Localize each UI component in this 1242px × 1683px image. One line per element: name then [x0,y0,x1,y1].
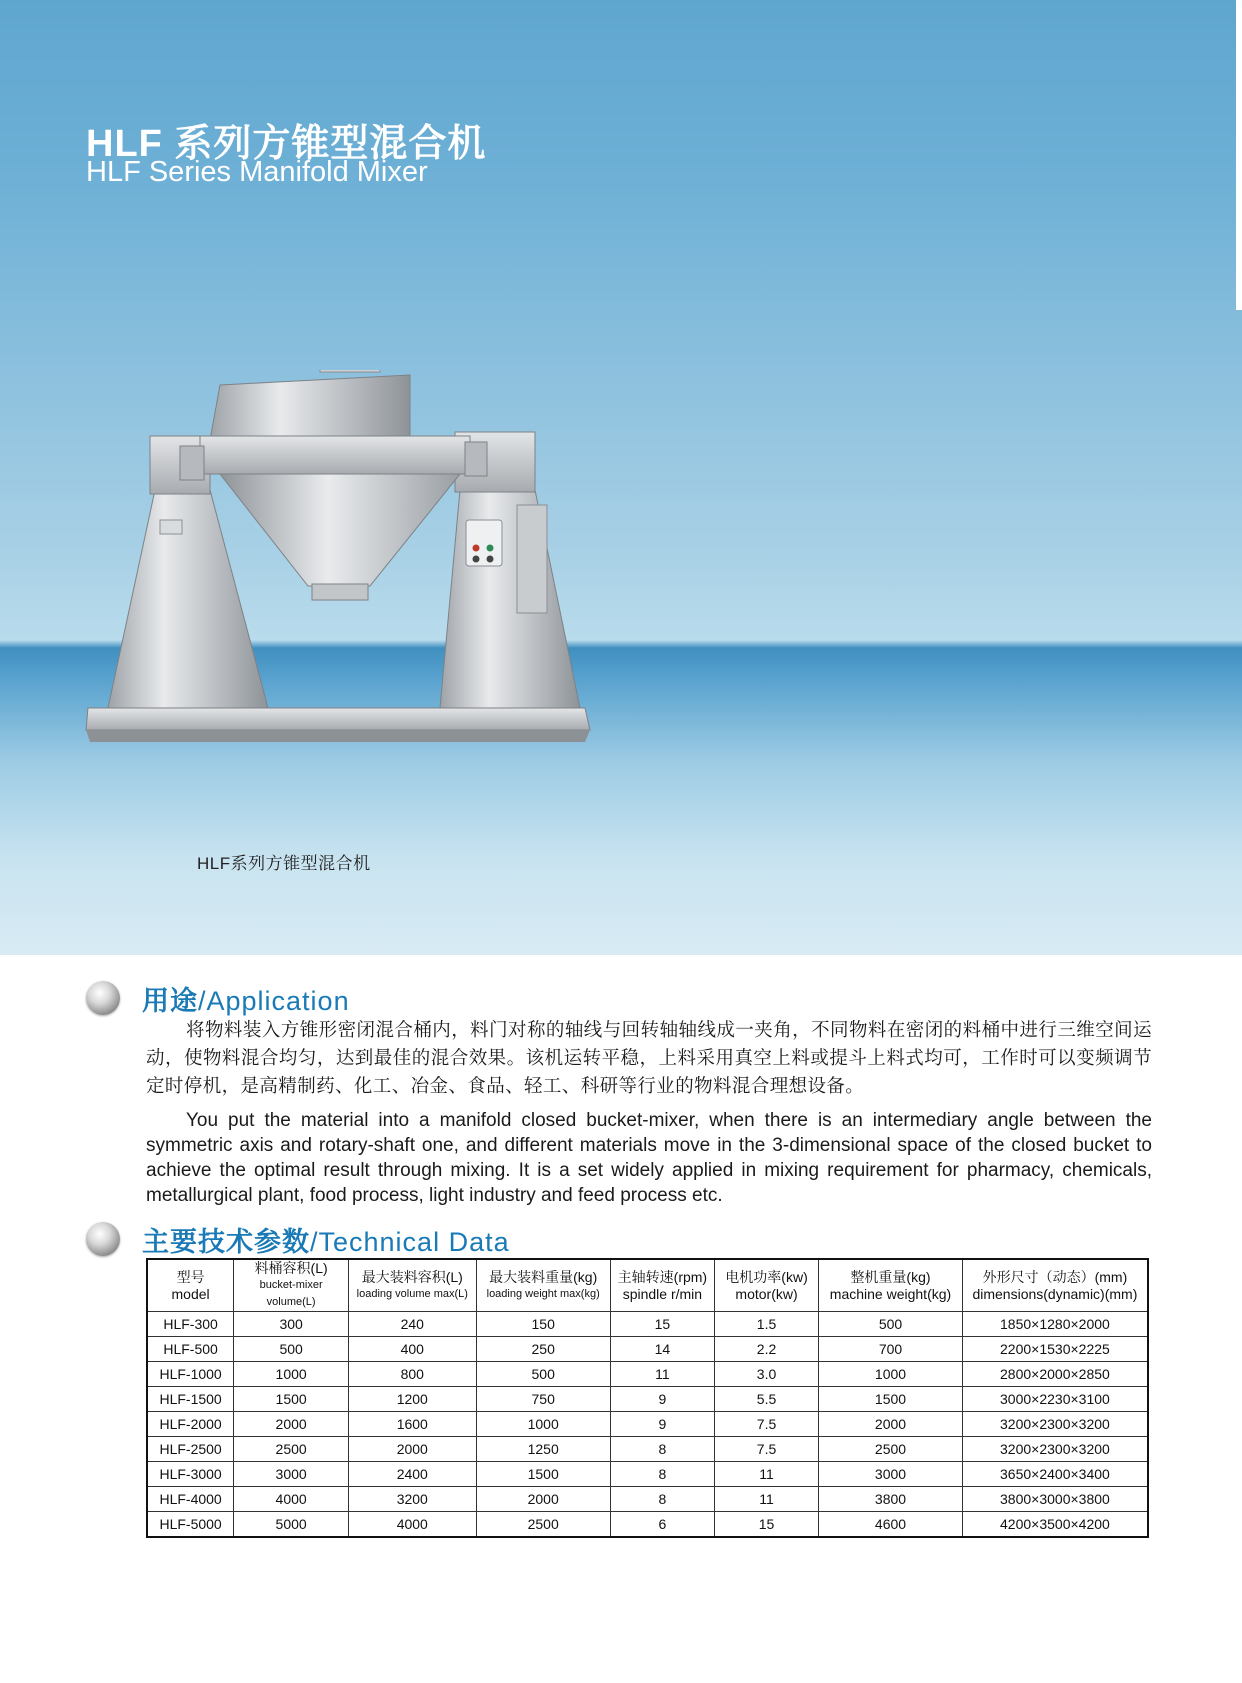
table-cell: 8 [610,1487,714,1512]
technical-data-table [146,1258,1149,1538]
table-cell: HLF-3000 [147,1462,234,1487]
application-heading [86,978,350,1018]
table-cell: 9 [610,1387,714,1412]
technical-heading-en: /Technical Data [310,1226,510,1257]
table-cell: 1000 [819,1362,963,1387]
application-text-en [146,1108,1152,1208]
table-cell: 500 [819,1312,963,1337]
table-cell: 500 [476,1362,610,1387]
application-heading-en: /Application [198,985,350,1016]
table-cell: 1500 [234,1387,349,1412]
table-cell: 1600 [349,1412,476,1437]
table-cell: 3200×2300×3200 [962,1412,1148,1437]
table-cell: 1.5 [714,1312,818,1337]
table-cell: 11 [714,1462,818,1487]
technical-heading [86,1219,510,1259]
table-cell: HLF-2000 [147,1412,234,1437]
table-cell: 2500 [476,1512,610,1538]
table-row [147,1387,1148,1412]
table-cell: HLF-4000 [147,1487,234,1512]
application-text-en-body: You put the material into a manifold closed bucket-mixer, when there is an intermediary angle between the symmetric axis and rotary-shaft one, and different materials move in the 3-dimensional space of the closed bucket to achieve the optimal result through mixing. It is a set widely applied in mixing requirement for pharmacy, chemicals, metallurgical plant, food process, light industry and feed process etc. [146,1110,1152,1206]
column-header: 主轴转速(rpm) spindle r/min [610,1259,714,1312]
edge-stripe [1236,0,1242,310]
table-cell: 5000 [234,1512,349,1538]
table-body [147,1312,1148,1538]
page-title-en: HLF Series Manifold Mixer [86,156,428,188]
table-cell: 2800×2000×2850 [962,1362,1148,1387]
table-cell: 3000×2230×3100 [962,1387,1148,1412]
column-header: 最大装料容积(L) loading volume max(L) [349,1259,476,1312]
column-header: 最大装料重量(kg) loading weight max(kg) [476,1259,610,1312]
table-cell: HLF-2500 [147,1437,234,1462]
table-cell: 1000 [234,1362,349,1387]
table-cell: 5.5 [714,1387,818,1412]
table-cell: 11 [610,1362,714,1387]
table-header-row [147,1259,1148,1312]
application-text-cn-body: 将物料装入方锥形密闭混合桶内，料门对称的轴线与回转轴轴线成一夹角，不同物料在密闭的料桶中进行三维空间运动，使物料混合均匀，达到最佳的混合效果。该机运转平稳，上料采用真空上料或提斗上料式均可，工作时可以变频调节定时停机，是高精制药、化工、冶金、食品、轻工、科研等行业的物料混合理想设备。 [146,1019,1152,1096]
table-cell: 1500 [476,1462,610,1487]
table-cell: 8 [610,1437,714,1462]
section-bullet-icon [86,1222,120,1256]
table-row [147,1462,1148,1487]
table-cell: 3000 [234,1462,349,1487]
table-cell: 500 [234,1337,349,1362]
table-cell: 1200 [349,1387,476,1412]
table-cell: 6 [610,1512,714,1538]
table-cell: HLF-500 [147,1337,234,1362]
table-cell: 2000 [234,1412,349,1437]
table-cell: HLF-300 [147,1312,234,1337]
table-row [147,1487,1148,1512]
table-cell: 14 [610,1337,714,1362]
table-cell: 4600 [819,1512,963,1538]
table-cell: HLF-1000 [147,1362,234,1387]
application-text-cn [146,1016,1152,1100]
table-cell: 2500 [234,1437,349,1462]
column-header: 料桶容积(L) bucket-mixer volume(L) [234,1259,349,1312]
table-cell: 4200×3500×4200 [962,1512,1148,1538]
table-cell: 300 [234,1312,349,1337]
table-cell: 2000 [819,1412,963,1437]
table-row [147,1437,1148,1462]
table-cell: 7.5 [714,1412,818,1437]
table-cell: 15 [714,1512,818,1538]
table-cell: 2400 [349,1462,476,1487]
column-header: 整机重量(kg) machine weight(kg) [819,1259,963,1312]
table-cell: 11 [714,1487,818,1512]
table-cell: 250 [476,1337,610,1362]
table-row [147,1337,1148,1362]
table-row [147,1312,1148,1337]
table-cell: 15 [610,1312,714,1337]
technical-heading-cn: 主要技术参数 [142,1226,310,1257]
column-header: 型号 model [147,1259,234,1312]
table-cell: 1500 [819,1387,963,1412]
table-cell: 3.0 [714,1362,818,1387]
section-bullet-icon [86,981,120,1015]
table-cell: 3200 [349,1487,476,1512]
table-cell: 1000 [476,1412,610,1437]
image-caption: HLF系列方锥型混合机 [197,854,371,873]
table-cell: 1850×1280×2000 [962,1312,1148,1337]
table-cell: 2500 [819,1437,963,1462]
column-header: 电机功率(kw) motor(kw) [714,1259,818,1312]
table-cell: 7.5 [714,1437,818,1462]
table-cell: 3800 [819,1487,963,1512]
table-cell: 3650×2400×3400 [962,1462,1148,1487]
page-title-cn: HLF 系列方锥型混合机 [86,123,487,165]
table-cell: 4000 [349,1512,476,1538]
table-cell: 1250 [476,1437,610,1462]
table-cell: 8 [610,1462,714,1487]
table-cell: 240 [349,1312,476,1337]
table-row [147,1412,1148,1437]
table-cell: 4000 [234,1487,349,1512]
table-cell: 2000 [476,1487,610,1512]
table-cell: 750 [476,1387,610,1412]
table-cell: HLF-5000 [147,1512,234,1538]
table-cell: 800 [349,1362,476,1387]
table-cell: 2000 [349,1437,476,1462]
table-cell: 2200×1530×2225 [962,1337,1148,1362]
application-heading-cn: 用途 [142,985,198,1016]
column-header: 外形尺寸（动态）(mm) dimensions(dynamic)(mm) [962,1259,1148,1312]
table-cell: 2.2 [714,1337,818,1362]
mixer-machine-illustration [80,370,640,810]
table-cell: 3000 [819,1462,963,1487]
table-cell: 3200×2300×3200 [962,1437,1148,1462]
table-cell: HLF-1500 [147,1387,234,1412]
table-cell: 3800×3000×3800 [962,1487,1148,1512]
table-cell: 150 [476,1312,610,1337]
table-cell: 400 [349,1337,476,1362]
table-row [147,1512,1148,1538]
table-cell: 9 [610,1412,714,1437]
table-row [147,1362,1148,1387]
table-cell: 700 [819,1337,963,1362]
